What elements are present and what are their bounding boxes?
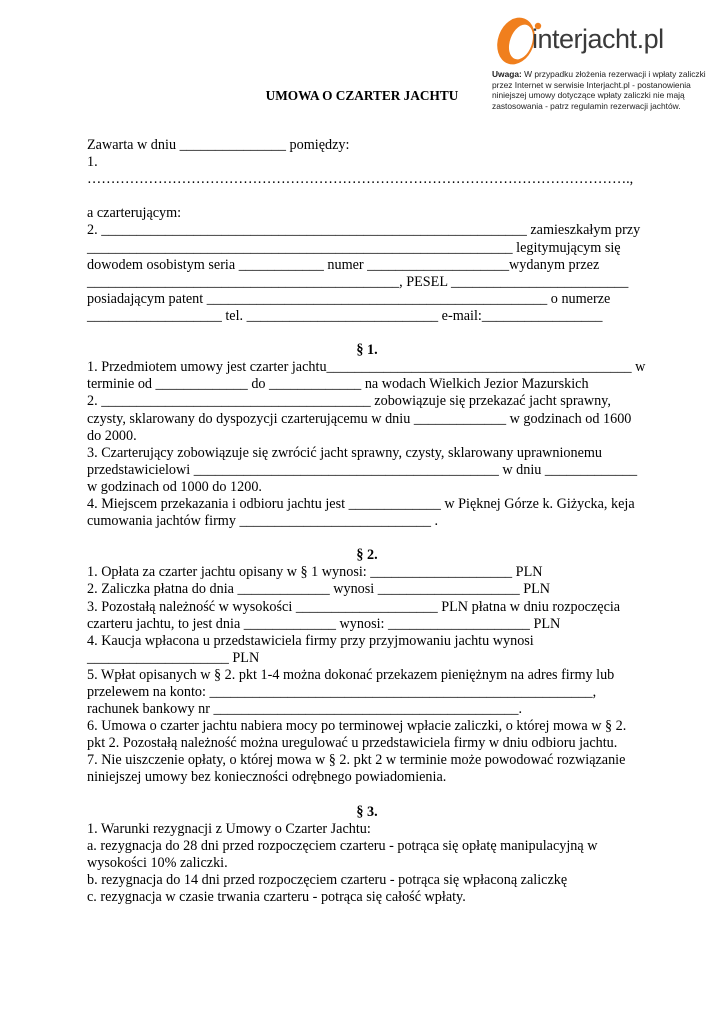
notice-text: W przypadku złożenia rezerwacji i wpłaty zaliczki przez Internet w serwisie Interjacht.pl - postanowienia niniejszej umowy dotyczące wpłaty zaliczki nie mają zastosowania - patrz regulamin rezerwacji jachtów. [492,69,706,111]
section-heading: § 2. [356,547,378,564]
preamble-line: ___________________ tel. ___________________________ e-mail:_________________ [87,307,603,324]
notice-label: Uwaga: [492,69,522,79]
spacer [87,325,647,342]
paragraph: 7. Nie uiszczenie opłaty, o której mowa w § 2. pkt 2 w terminie może powodować rozwiązanie niniejszej umowy bez konieczności odrębnego powiadomienia. [87,752,626,786]
preamble [87,137,647,325]
spacer [87,530,647,547]
section-3 [87,804,647,907]
paragraph: 6. Umowa o czarter jachtu nabiera mocy po terminowej wpłacie zaliczki, o której mowa w § 2. pkt 2. Pozostałą należność można uregulować u przedstawiciela firmy w dniu odbioru jachtu. [87,718,627,752]
preamble-line: a czarterującym: [87,205,182,222]
logo-tld: .pl [636,24,664,54]
preamble-line: 2. ____________________________________________________________ zamieszkałym przy [87,222,641,239]
paragraph: 3. Czarterujący zobowiązuje się zwrócić jacht sprawny, czysty, sklarowany uprawnionemu przedstawicielowi ___________________________________________ w dniu _____________ w godzinach od 1000 do 1200. [87,444,638,495]
section-heading: § 1. [356,342,378,359]
paragraph: 1. Przedmiotem umowy jest czarter jachtu___________________________________________ w terminie od _____________ do _____________ na wodach Wielkich Jezior Mazurskich [87,359,646,393]
paragraph: b. rezygnacja do 14 dni przed rozpoczęciem czarteru - potrąca się wpłaconą zaliczkę [87,872,568,889]
paragraph: 4. Miejscem przekazania i odbioru jachtu jest _____________ w Pięknej Górze k. Giżycka, keja cumowania jachtów firmy ___________________________ . [87,495,635,530]
section-2 [87,547,647,786]
preamble-line: ____________________________________________, PESEL _________________________ [87,273,629,290]
page-title: UMOWA O CZARTER JACHTU [265,88,459,103]
paragraph: a. rezygnacja do 28 dni przed rozpoczęciem czarteru - potrąca się opłatę manipulacyjną w wysokości 10% zaliczki. [87,837,598,871]
spacer [87,188,647,205]
paragraph: 4. Kaucja wpłacona u przedstawiciela firmy przy przyjmowaniu jachtu wynosi ____________________ PLN [87,632,534,666]
preamble-line: ……………………………………………………………………………………………………., [87,171,634,188]
preamble-line: dowodem osobistym seria ____________ numer ____________________wydanym przez [87,256,600,273]
preamble-line: Zawarta w dniu _______________ pomiędzy: [87,137,350,153]
spacer [87,787,647,804]
preamble-line: 1. [87,154,98,171]
logo-wordmark [532,24,664,55]
paragraph: c. rezygnacja w czasie trwania czarteru - potrąca się całość wpłaty. [87,889,466,906]
preamble-line: ____________________________________________________________ legitymującym się [87,239,621,256]
paragraph: 5. Wpłat opisanych w § 2. pkt 1-4 można dokonać przekazem pieniężnym na adres firmy lub przelewem na konto: ______________________________________________________, rachunek bankowy nr ___________________________________________. [87,666,615,718]
section-heading: § 3. [356,803,378,820]
paragraph: 1. Opłata za czarter jachtu opisany w § 1 wynosi: ____________________ PLN [87,564,543,581]
paragraph: 3. Pozostałą należność w wysokości ____________________ PLN płatna w dniu rozpoczęcia czarteru jachtu, to jest dnia _____________ wynosi: ____________________ PLN [87,598,621,632]
contract-body [87,137,647,906]
section-1 [87,342,647,530]
preamble-line: posiadającym patent ________________________________________________ o numerze [87,290,611,307]
paragraph: 1. Warunki rezygnacji z Umowy o Czarter Jachtu: [87,820,371,837]
logo-brand: interjacht [532,24,637,54]
paragraph: 2. Zaliczka płatna do dnia _____________ wynosi ____________________ PLN [87,581,551,598]
paragraph: 2. ______________________________________ zobowiązuje się przekazać jacht sprawny, czysty, sklarowany do dyspozycji czarterującemu w dniu _____________ w godzinach od 1600 do 2000. [87,393,632,444]
